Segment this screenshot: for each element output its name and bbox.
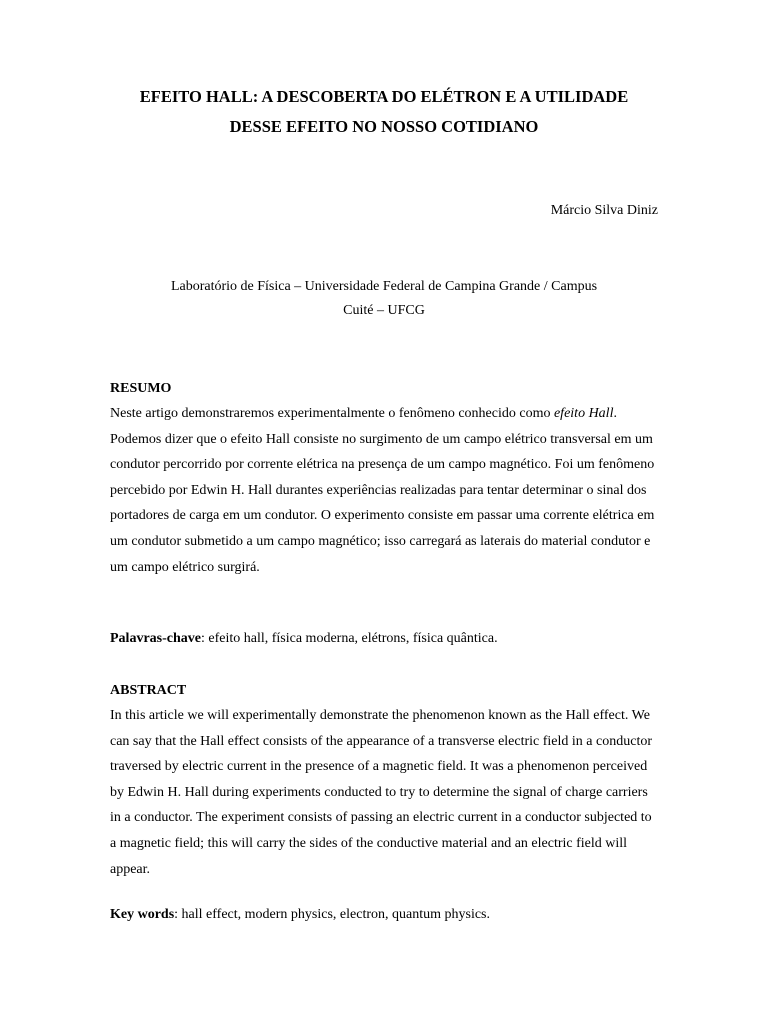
paper-title	[60, 82, 708, 142]
affiliation-line-2: Cuité – UFCG	[343, 303, 425, 318]
title-line-2: DESSE EFEITO NO NOSSO COTIDIANO	[229, 117, 539, 136]
resumo-heading: RESUMO	[110, 381, 172, 396]
key-words-text: : hall effect, modern physics, electron, quantum physics.	[174, 907, 490, 922]
key-words-label: Key words	[110, 907, 175, 922]
resumo-section	[110, 376, 658, 580]
palavras-chave	[110, 631, 658, 647]
abstract-heading: ABSTRACT	[110, 683, 187, 698]
resumo-text-end: . Podemos dizer que o efeito Hall consiste no surgimento de um campo elétrico transversal em um condutor percorrido por corrente elétrica na presença de um campo magnético. Foi um fenômeno percebido por Edwin H. Hall durantes experiências realizadas para tentar determinar o sinal dos portadores de carga em um condutor. O experimento consiste em passar uma corrente elétrica em um condutor submetido a um campo magnético; isso carregará as laterais do material condutor e um campo elétrico surgirá.	[110, 406, 655, 575]
resumo-text	[110, 401, 658, 580]
resumo-text-start: Neste artigo demonstraremos experimentalmente o fenômeno conhecido como	[110, 406, 554, 421]
abstract-text: In this article we will experimentally demonstrate the phenomenon known as the Hall effect. We can say that the Hall effect consists of the appearance of a transverse electric field in a conductor traversed by electric current in the presence of a magnetic field. It was a phenomenon perceived by Edwin H. Hall during experiments conducted to try to determine the signal of charge carriers in a conductor. The experiment consists of passing an electric current in a conductor subjected to a magnetic field; this will carry the sides of the conductive material and an electric field will appear.	[110, 708, 652, 877]
affiliation-line-1: Laboratório de Física – Universidade Federal de Campina Grande / Campus	[170, 279, 598, 294]
affiliation	[80, 275, 688, 323]
palavras-chave-label: Palavras-chave	[110, 631, 201, 646]
title-line-1: EFEITO HALL: A DESCOBERTA DO ELÉTRON E A UTILIDADE	[139, 87, 629, 106]
palavras-chave-text: : efeito hall, física moderna, elétrons, física quântica.	[200, 631, 498, 646]
abstract-section	[110, 678, 658, 882]
resumo-italic-term: efeito Hall	[553, 406, 614, 421]
author-name: Márcio Silva Diniz	[550, 203, 658, 218]
key-words	[110, 907, 658, 923]
